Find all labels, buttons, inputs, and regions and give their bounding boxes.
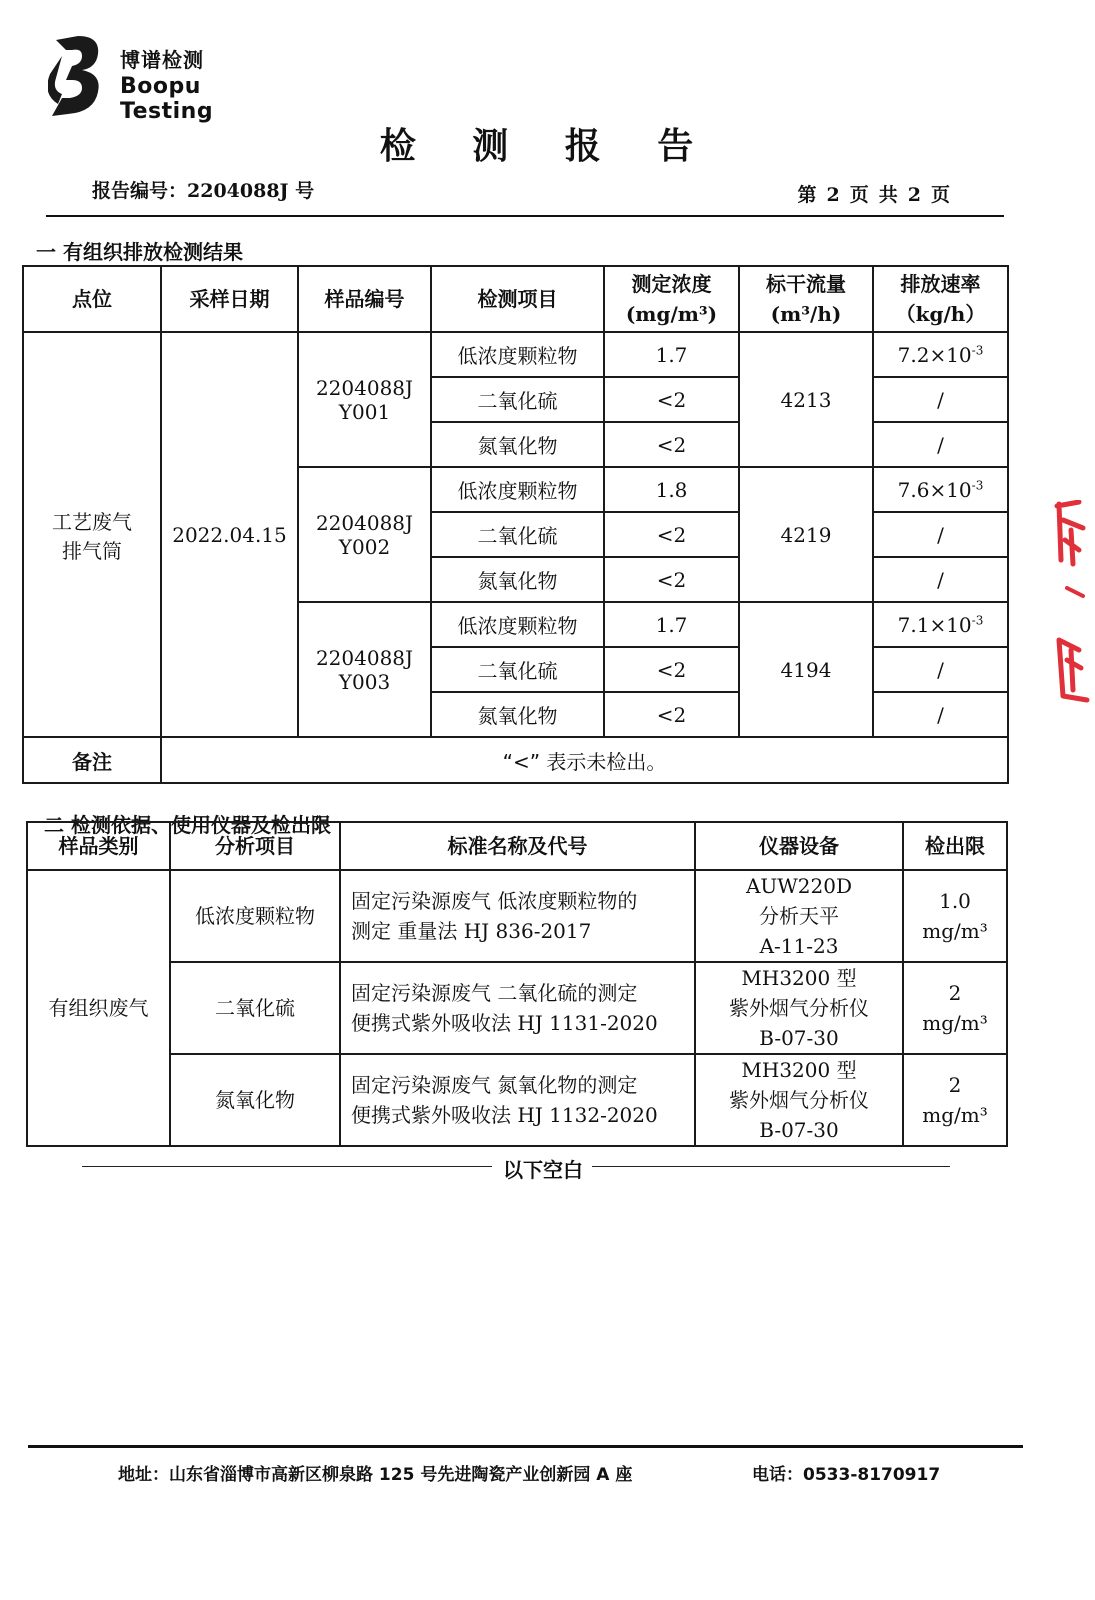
standard-cell xyxy=(340,870,695,962)
header-flow xyxy=(739,266,873,332)
company-logo xyxy=(48,34,278,124)
standard-cell xyxy=(340,1054,695,1146)
item-cell: 低浓度颗粒物 xyxy=(431,602,604,647)
point-line-1: 工艺废气 xyxy=(52,509,132,534)
conc-cell: 1.7 xyxy=(604,602,739,647)
rate-exponent: -3 xyxy=(971,342,984,357)
date-cell: 2022.04.15 xyxy=(161,332,298,737)
instrument-id: B-07-30 xyxy=(759,1118,839,1142)
report-number-value: 2204088J 号 xyxy=(187,180,315,202)
header-limit: 检出限 xyxy=(903,822,1007,870)
point-cell xyxy=(23,332,161,737)
instrument-cell xyxy=(695,1054,903,1146)
standard-line-2: 测定 重量法 HJ 836-2017 xyxy=(351,919,592,943)
standard-line-2: 便携式紫外吸收法 HJ 1132-2020 xyxy=(351,1103,658,1127)
seal-stamp-icon xyxy=(1049,500,1095,710)
flow-cell: 4219 xyxy=(739,467,873,602)
rate-cell: / xyxy=(873,512,1008,557)
instrument-name: 分析天平 xyxy=(759,904,839,928)
page-gong: 共 xyxy=(878,184,898,206)
page-ye: 页 xyxy=(930,184,950,206)
instrument-name: 紫外烟气分析仪 xyxy=(729,996,869,1020)
header-divider xyxy=(46,215,1004,217)
header-rate xyxy=(873,266,1008,332)
page-ye: 页 xyxy=(849,184,869,206)
standard-cell xyxy=(340,962,695,1054)
standard-line-1: 固定污染源废气 低浓度颗粒物的 xyxy=(351,889,638,913)
header-item: 检测项目 xyxy=(431,266,604,332)
item-cell: 二氧化硫 xyxy=(431,647,604,692)
rate-cell: / xyxy=(873,647,1008,692)
sample-no-line-2: Y002 xyxy=(338,534,391,559)
sample-no-line-1: 2204088J xyxy=(315,510,414,535)
instrument-id: B-07-30 xyxy=(759,1026,839,1050)
sample-no-line-2: Y003 xyxy=(338,669,391,694)
limit-value: 2 xyxy=(948,1073,962,1097)
item-cell: 氮氧化物 xyxy=(431,692,604,737)
blank-below-marker xyxy=(82,1154,950,1182)
note-text: “<” 表示未检出。 xyxy=(161,737,1008,783)
blank-line-right xyxy=(592,1166,950,1167)
header-date: 采样日期 xyxy=(161,266,298,332)
limit-unit: mg/m³ xyxy=(922,919,988,943)
table-row xyxy=(27,1054,1007,1146)
rate-base: 7.1×10 xyxy=(897,612,972,637)
table-header-row xyxy=(23,266,1008,332)
page-current: 2 xyxy=(826,184,840,206)
limit-unit: mg/m³ xyxy=(922,1103,988,1127)
rate-cell xyxy=(873,332,1008,377)
item-cell: 氮氧化物 xyxy=(431,422,604,467)
header-standard: 标准名称及代号 xyxy=(340,822,695,870)
header-rate-label: 排放速率 xyxy=(900,272,981,296)
conc-cell: 1.7 xyxy=(604,332,739,377)
standard-line-1: 固定污染源废气 氮氧化物的测定 xyxy=(351,1073,638,1097)
rate-cell xyxy=(873,467,1008,512)
instrument-model: AUW220D xyxy=(745,874,853,898)
header-flow-unit: (m³/h) xyxy=(770,302,842,326)
limit-value: 2 xyxy=(948,981,962,1005)
rate-exponent: -3 xyxy=(971,477,984,492)
footer-address: 地址：山东省淄博市高新区柳泉路 125 号先进陶瓷产业创新园 A 座 xyxy=(118,1465,633,1485)
standard-line-2: 便携式紫外吸收法 HJ 1131-2020 xyxy=(351,1011,658,1035)
blank-line-left xyxy=(82,1166,492,1167)
header-concentration xyxy=(604,266,739,332)
page-di: 第 xyxy=(797,184,817,206)
page-total: 2 xyxy=(907,184,921,206)
header-point: 点位 xyxy=(23,266,161,332)
report-title: 检 测 报 告 xyxy=(379,125,716,167)
footer-phone: 电话：0533-8170917 xyxy=(752,1465,941,1485)
header-conc-label: 测定浓度 xyxy=(631,272,712,296)
instrument-model: MH3200 型 xyxy=(741,1058,857,1082)
conc-cell: 1.8 xyxy=(604,467,739,512)
sample-no-cell xyxy=(298,332,431,467)
sample-no-line-1: 2204088J xyxy=(315,645,414,670)
header-instrument: 仪器设备 xyxy=(695,822,903,870)
analysis-item-cell: 低浓度颗粒物 xyxy=(170,870,340,962)
analysis-item-cell: 二氧化硫 xyxy=(170,962,340,1054)
section-2-title: 二 检测依据、使用仪器及检出限 xyxy=(44,813,331,837)
limit-cell xyxy=(903,962,1007,1054)
point-line-2: 排气筒 xyxy=(62,538,122,563)
rate-cell: / xyxy=(873,422,1008,467)
item-cell: 二氧化硫 xyxy=(431,377,604,422)
limit-value: 1.0 xyxy=(939,889,971,913)
instrument-cell xyxy=(695,870,903,962)
standard-line-1: 固定污染源废气 二氧化硫的测定 xyxy=(351,981,638,1005)
category-cell: 有组织废气 xyxy=(27,870,170,1146)
limit-unit: mg/m³ xyxy=(922,1011,988,1035)
conc-cell: <2 xyxy=(604,557,739,602)
instrument-name: 紫外烟气分析仪 xyxy=(729,1088,869,1112)
logo-chinese-name: 博谱检测 xyxy=(120,48,204,72)
header-analysis-item: 分析项目 xyxy=(170,822,340,870)
logo-english-name: Boopu Testing xyxy=(120,74,214,124)
header-conc-unit: (mg/m³) xyxy=(625,302,718,326)
report-number xyxy=(92,176,314,203)
item-cell: 低浓度颗粒物 xyxy=(431,332,604,377)
table-row xyxy=(27,962,1007,1054)
rate-base: 7.2×10 xyxy=(897,342,972,367)
section-1-title: 一 有组织排放检测结果 xyxy=(36,240,243,264)
conc-cell: <2 xyxy=(604,377,739,422)
sample-no-line-2: Y001 xyxy=(338,399,391,424)
flow-cell: 4194 xyxy=(739,602,873,737)
sample-no-line-1: 2204088J xyxy=(315,375,414,400)
header-sample-no: 样品编号 xyxy=(298,266,431,332)
methods-table xyxy=(26,821,1008,1147)
analysis-item-cell: 氮氧化物 xyxy=(170,1054,340,1146)
boopu-logo-icon xyxy=(48,34,108,118)
instrument-model: MH3200 型 xyxy=(741,966,857,990)
note-row xyxy=(23,737,1008,783)
emission-results-table xyxy=(22,265,1009,784)
item-cell: 低浓度颗粒物 xyxy=(431,467,604,512)
rate-cell xyxy=(873,602,1008,647)
flow-cell: 4213 xyxy=(739,332,873,467)
conc-cell: <2 xyxy=(604,422,739,467)
header-flow-label: 标干流量 xyxy=(766,272,846,296)
table-row xyxy=(23,332,1008,377)
rate-exponent: -3 xyxy=(971,612,984,627)
conc-cell: <2 xyxy=(604,692,739,737)
rate-cell: / xyxy=(873,692,1008,737)
instrument-cell xyxy=(695,962,903,1054)
header-rate-unit: （kg/h） xyxy=(895,302,986,326)
rate-base: 7.6×10 xyxy=(897,477,972,502)
item-cell: 氮氧化物 xyxy=(431,557,604,602)
sample-no-cell xyxy=(298,602,431,737)
table-header-row xyxy=(27,822,1007,870)
footer-divider xyxy=(28,1445,1023,1448)
page-indicator xyxy=(792,180,955,207)
table-row xyxy=(27,870,1007,962)
rate-cell: / xyxy=(873,557,1008,602)
conc-cell: <2 xyxy=(604,647,739,692)
note-label: 备注 xyxy=(23,737,161,783)
sample-no-cell xyxy=(298,467,431,602)
limit-cell xyxy=(903,870,1007,962)
instrument-id: A-11-23 xyxy=(759,934,839,958)
report-number-label: 报告编号： xyxy=(92,180,188,202)
blank-below-text: 以下空白 xyxy=(500,1154,586,1183)
conc-cell: <2 xyxy=(604,512,739,557)
rate-cell: / xyxy=(873,377,1008,422)
header-category: 样品类别 xyxy=(27,822,170,870)
item-cell: 二氧化硫 xyxy=(431,512,604,557)
limit-cell xyxy=(903,1054,1007,1146)
